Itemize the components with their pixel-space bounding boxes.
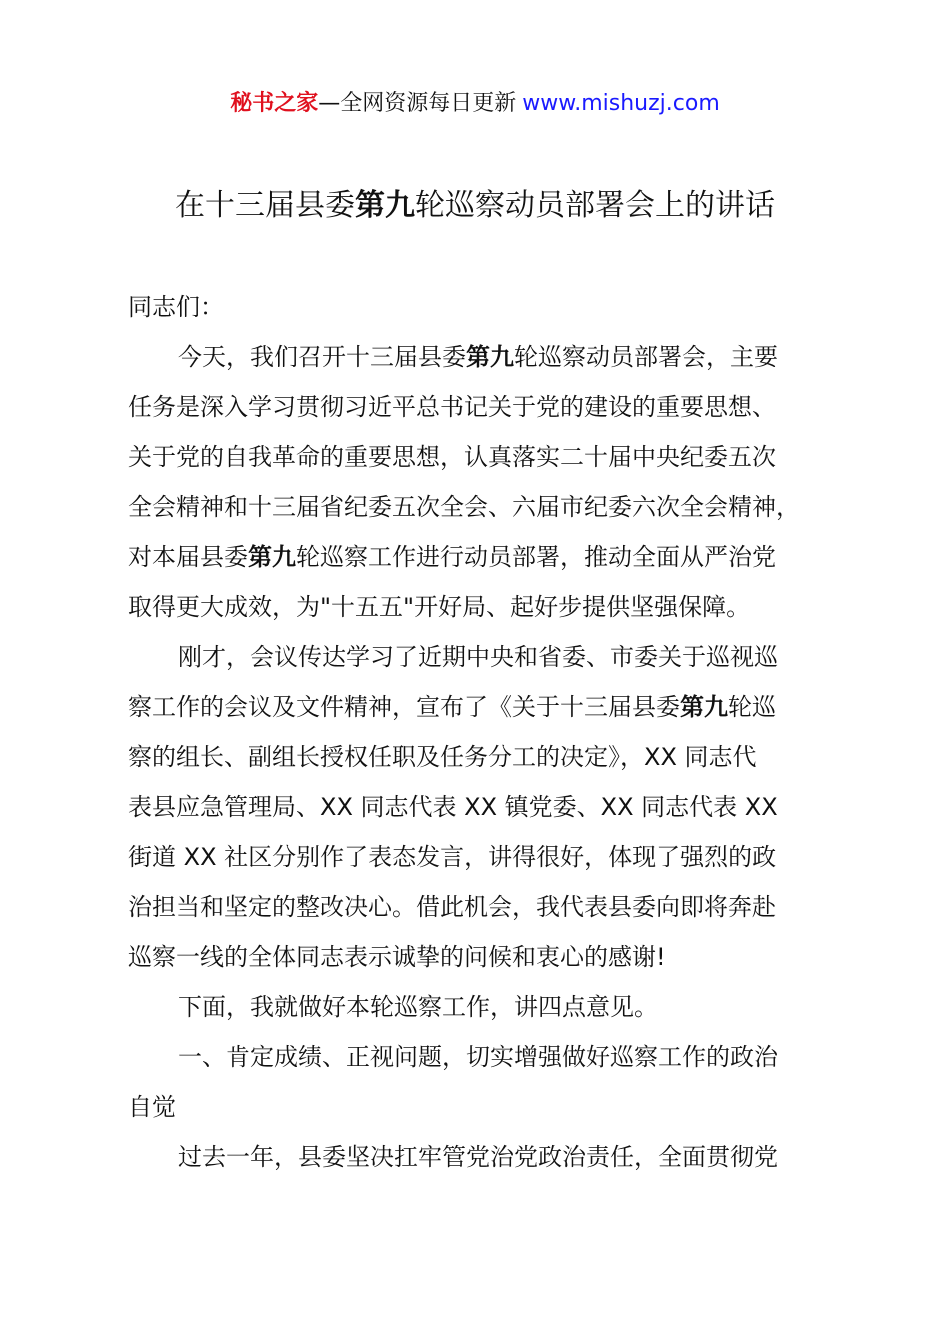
page-title	[0, 184, 950, 228]
paragraph-2-line-6: 治担当和坚定的整改决心。借此机会，我代表县委向即将奔赴	[128, 893, 776, 921]
paragraph-1-line-6: 取得更大成效，为"十五五"开好局、起好步提供坚强保障。	[128, 593, 751, 621]
bold-text-run: 第九	[466, 343, 514, 371]
text-run: 察工作的会议及文件精神，宣布了《关于十三届县委	[128, 693, 680, 721]
site-url-link[interactable]: www.mishuzj.com	[522, 91, 720, 116]
brand-name: 秘书之家	[230, 91, 319, 116]
bold-text-run: 第九	[248, 543, 296, 571]
title-part-2: 轮巡察动员部署会上的讲话	[415, 188, 775, 223]
paragraph-3: 下面，我就做好本轮巡察工作，讲四点意见。	[178, 993, 658, 1021]
text-run: 轮巡察工作进行动员部署，推动全面从严治党	[296, 543, 776, 571]
section-heading-1-line-1: 一、肯定成绩、正视问题，切实增强做好巡察工作的政治	[178, 1043, 778, 1071]
text-run: 对本届县委	[128, 543, 248, 571]
paragraph-1-line-3: 关于党的自我革命的重要思想，认真落实二十届中央纪委五次	[128, 443, 776, 471]
header-tagline: —全网资源每日更新	[318, 91, 517, 116]
paragraph-2-line-3: 察的组长、副组长授权任职及任务分工的决定》，XX 同志代	[128, 743, 757, 771]
text-run: 轮巡	[728, 693, 776, 721]
speech-body	[128, 282, 840, 1182]
title-part-1: 在十三届县委	[175, 188, 355, 223]
text-run: 今天，我们召开十三届县委	[178, 343, 466, 371]
paragraph-4-line-1: 过去一年，县委坚决扛牢管党治党政治责任，全面贯彻党	[178, 1143, 778, 1171]
paragraph-2-line-2	[128, 682, 840, 732]
paragraph-2-line-7: 巡察一线的全体同志表示诚挚的问候和衷心的感谢!	[128, 943, 666, 971]
paragraph-2-line-5: 街道 XX 社区分别作了表态发言，讲得很好，体现了强烈的政	[128, 843, 777, 871]
salutation: 同志们：	[128, 293, 224, 321]
paragraph-2-line-1: 刚才，会议传达学习了近期中央和省委、市委关于巡视巡	[178, 643, 778, 671]
title-bold-part: 第九	[355, 188, 415, 223]
text-run: 轮巡察动员部署会，主要	[514, 343, 778, 371]
paragraph-1-line-1	[128, 332, 840, 382]
paragraph-1-line-4: 全会精神和十三届省纪委五次全会、六届市纪委六次全会精神，	[128, 493, 800, 521]
section-heading-1-line-2: 自觉	[128, 1093, 176, 1121]
paragraph-1-line-2: 任务是深入学习贯彻习近平总书记关于党的建设的重要思想、	[128, 393, 776, 421]
paragraph-2-line-4: 表县应急管理局、XX 同志代表 XX 镇党委、XX 同志代表 XX	[128, 793, 778, 821]
paragraph-1-line-5	[128, 532, 840, 582]
bold-text-run: 第九	[680, 693, 728, 721]
site-header	[0, 88, 950, 120]
